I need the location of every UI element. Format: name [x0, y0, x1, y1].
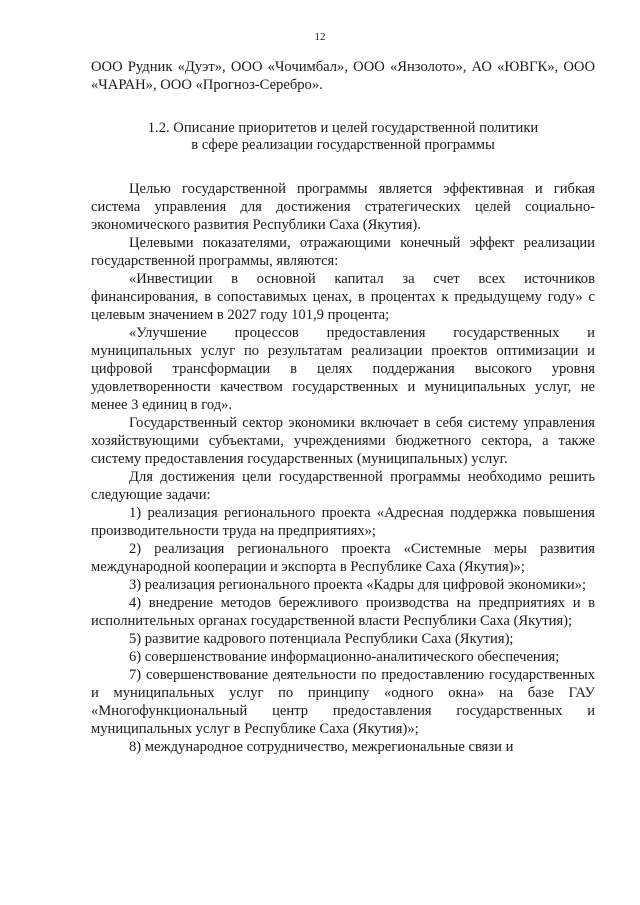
- indicator-services-paragraph: «Улучшение процессов предоставления государственных и муниципальных услуг по результатам реализации проектов оптимизации и цифровой трансформации в целях поддержания высокого уровня удовлетворенности качеством государственных и муниципальных услуг, не менее 3 единиц в год».: [91, 325, 595, 413]
- task-item-2: 2) реализация регионального проекта «Системные меры развития международной кооперации и экспорта в Республике Саха (Якутия)»;: [91, 541, 595, 575]
- task-item-6: 6) совершенствование информационно-аналитического обеспечения;: [129, 649, 560, 665]
- section-heading: [91, 120, 595, 154]
- task-item-3: 3) реализация регионального проекта «Кадры для цифровой экономики»;: [129, 577, 587, 593]
- goal-paragraph: Целью государственной программы является эффективная и гибкая система управления для достижения стратегических целей социально-экономического развития Республики Саха (Якутия).: [91, 181, 595, 233]
- task-item-7: 7) совершенствование деятельности по предоставлению государственных и муниципальных услуг по принципу «одного окна» на базе ГАУ «Многофункциональный центр предоставления государственных и муниципальных услуг в Республике Саха (Якутия)»;: [91, 667, 595, 737]
- section-heading-line-2: в сфере реализации государственной программы: [191, 137, 495, 153]
- indicators-intro-paragraph: Целевыми показателями, отражающими конечный эффект реализации государственной программы, являются:: [91, 235, 595, 269]
- section-heading-line-1: 1.2. Описание приоритетов и целей государственной политики: [147, 120, 539, 136]
- indicator-investment-paragraph: «Инвестиции в основной капитал за счет всех источников финансирования, в сопоставимых ценах, в процентах к предыдущему году» с целевым значением в 2027 году 101,9 процента;: [91, 271, 595, 323]
- page-number: 12: [314, 31, 326, 43]
- public-sector-paragraph: Государственный сектор экономики включает в себя систему управления хозяйствующими субъектами, учреждениями бюджетного сектора, а также систему предоставления государственных (муниципальных) услуг.: [91, 415, 595, 467]
- intro-paragraph: ООО Рудник «Дуэт», ООО «Чочимбал», ООО «Янзолото», АО «ЮВГК», ООО «ЧАРАН», ООО «Прогноз-Серебро».: [91, 59, 595, 93]
- task-item-1: 1) реализация регионального проекта «Адресная поддержка повышения производительности труда на предприятиях»;: [91, 505, 595, 539]
- tasks-intro-paragraph: Для достижения цели государственной программы необходимо решить следующие задачи:: [91, 469, 595, 503]
- task-item-8: 8) международное сотрудничество, межрегиональные связи и: [129, 739, 514, 755]
- document-body: [91, 58, 595, 756]
- task-item-5: 5) развитие кадрового потенциала Республики Саха (Якутия);: [129, 631, 514, 647]
- task-item-4: 4) внедрение методов бережливого производства на предприятиях и в исполнительных органах государственной власти Республики Саха (Якутия);: [91, 595, 595, 629]
